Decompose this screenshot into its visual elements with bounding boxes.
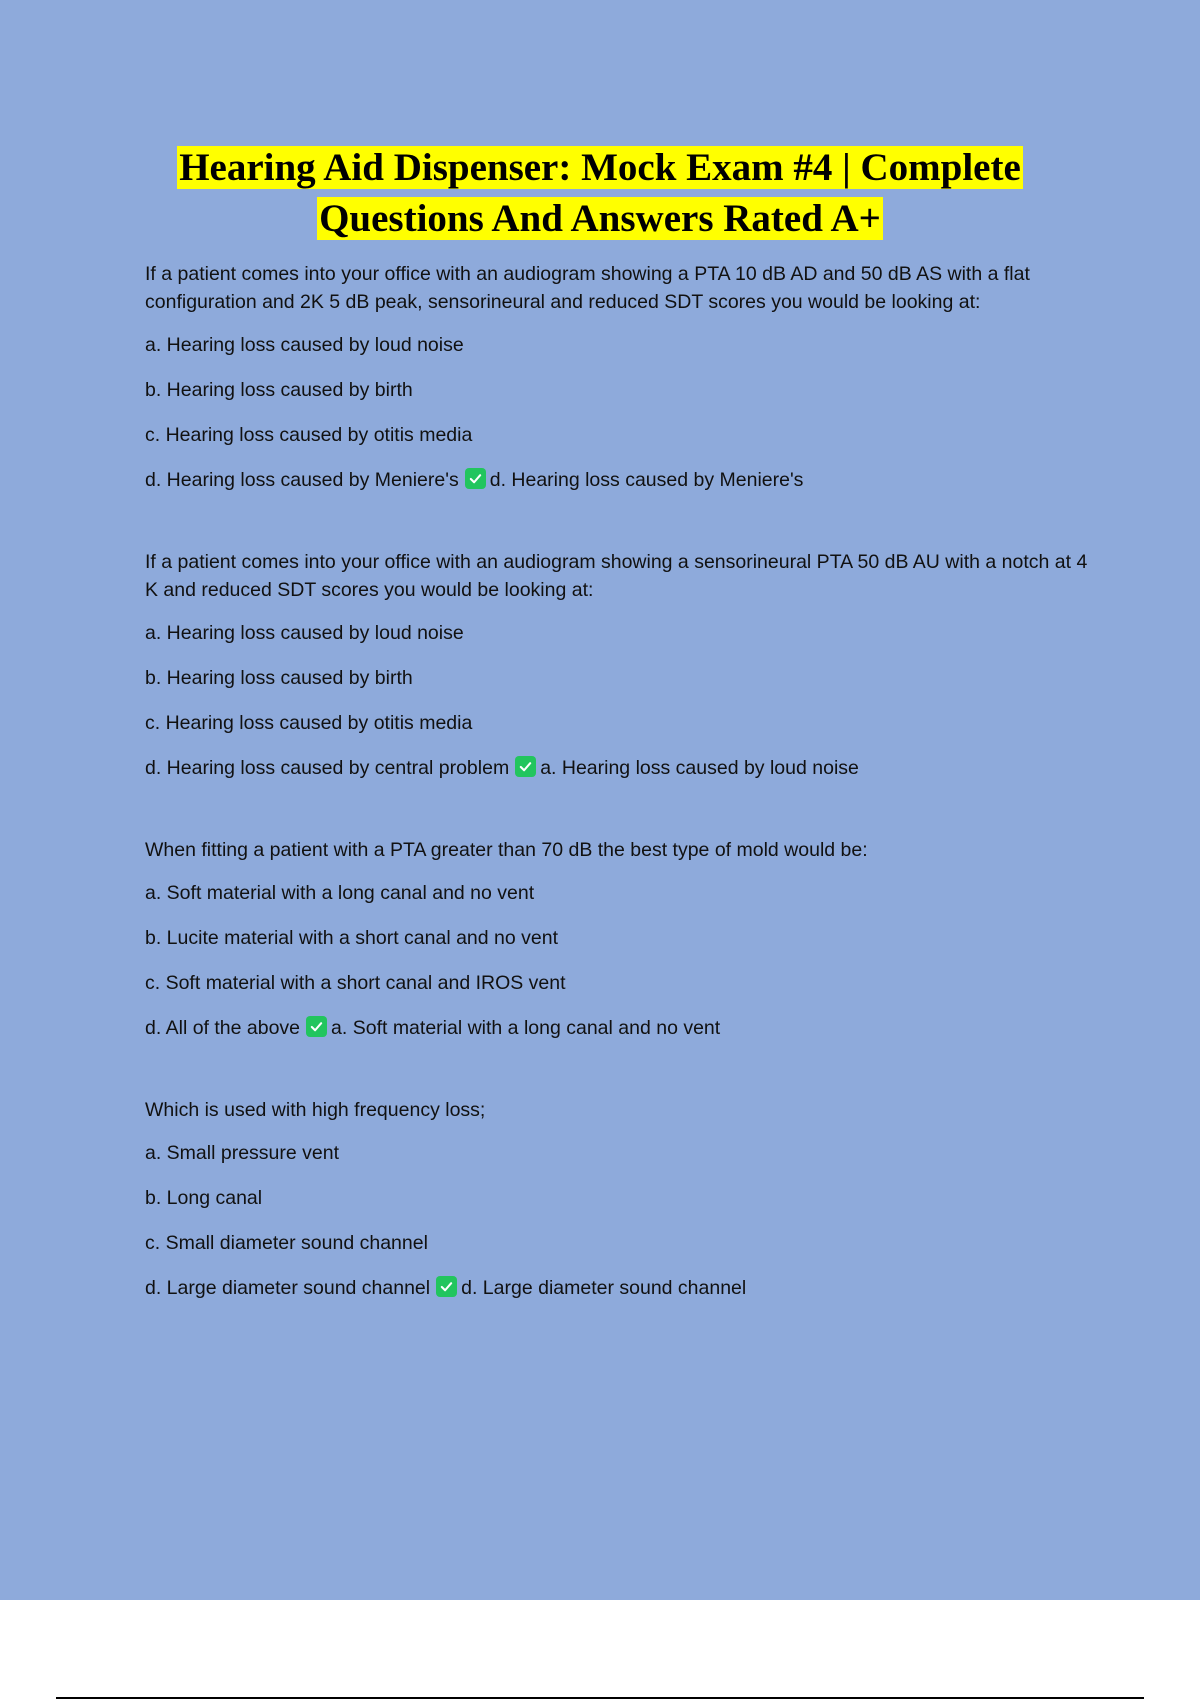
option-b: b. Hearing loss caused by birth <box>145 667 413 689</box>
option-d: d. All of the above <box>145 1017 301 1039</box>
check-mark-icon <box>306 1016 327 1037</box>
option-c: c. Small diameter sound channel <box>145 1232 428 1254</box>
title-line-2: Questions And Answers Rated A+ <box>319 197 881 240</box>
option-a: a. Hearing loss caused by loud noise <box>145 334 464 356</box>
question-text: When fitting a patient with a PTA greater than 70 dB the best type of mold would be: <box>145 839 868 861</box>
question-text: Which is used with high frequency loss; <box>145 1099 486 1121</box>
option-b: b. Lucite material with a short canal and no vent <box>145 927 558 949</box>
check-mark-icon <box>515 756 536 777</box>
title-line-1: Hearing Aid Dispenser: Mock Exam #4 | Complete <box>179 146 1021 189</box>
check-mark-icon <box>436 1276 457 1297</box>
question-block <box>145 548 1095 782</box>
question-text: If a patient comes into your office with an audiogram showing a PTA 10 dB AD and 50 dB AS with a flat configuration and 2K 5 dB peak, sensorineural and reduced SDT scores you would be looking at: <box>145 263 1030 313</box>
footer-divider <box>56 1697 1144 1699</box>
option-c: c. Soft material with a short canal and IROS vent <box>145 972 566 994</box>
check-mark-icon <box>465 468 486 489</box>
option-d-with-answer <box>145 466 1095 494</box>
question-list <box>145 260 1095 1356</box>
option-d-with-answer <box>145 1274 1095 1302</box>
option-d: d. Hearing loss caused by Meniere's <box>145 469 459 491</box>
question-block <box>145 836 1095 1042</box>
option-a: a. Soft material with a long canal and no vent <box>145 882 535 904</box>
question-text: If a patient comes into your office with an audiogram showing a sensorineural PTA 50 dB AU with a notch at 4 K and reduced SDT scores you would be looking at: <box>145 551 1088 601</box>
option-a: a. Hearing loss caused by loud noise <box>145 622 464 644</box>
option-c: c. Hearing loss caused by otitis media <box>145 424 473 446</box>
question-block <box>145 260 1095 494</box>
page-title <box>100 142 1100 244</box>
question-block <box>145 1096 1095 1302</box>
option-c: c. Hearing loss caused by otitis media <box>145 712 473 734</box>
option-d: d. Large diameter sound channel <box>145 1277 431 1299</box>
correct-answer: a. Hearing loss caused by loud noise <box>540 757 859 779</box>
option-d: d. Hearing loss caused by central problem <box>145 757 510 779</box>
option-a: a. Small pressure vent <box>145 1142 340 1164</box>
correct-answer: d. Large diameter sound channel <box>461 1277 747 1299</box>
correct-answer: d. Hearing loss caused by Meniere's <box>489 469 804 491</box>
option-b: b. Hearing loss caused by birth <box>145 379 413 401</box>
option-d-with-answer <box>145 754 1095 782</box>
correct-answer: a. Soft material with a long canal and no vent <box>331 1017 721 1039</box>
option-b: b. Long canal <box>145 1187 263 1209</box>
option-d-with-answer <box>145 1014 1095 1042</box>
